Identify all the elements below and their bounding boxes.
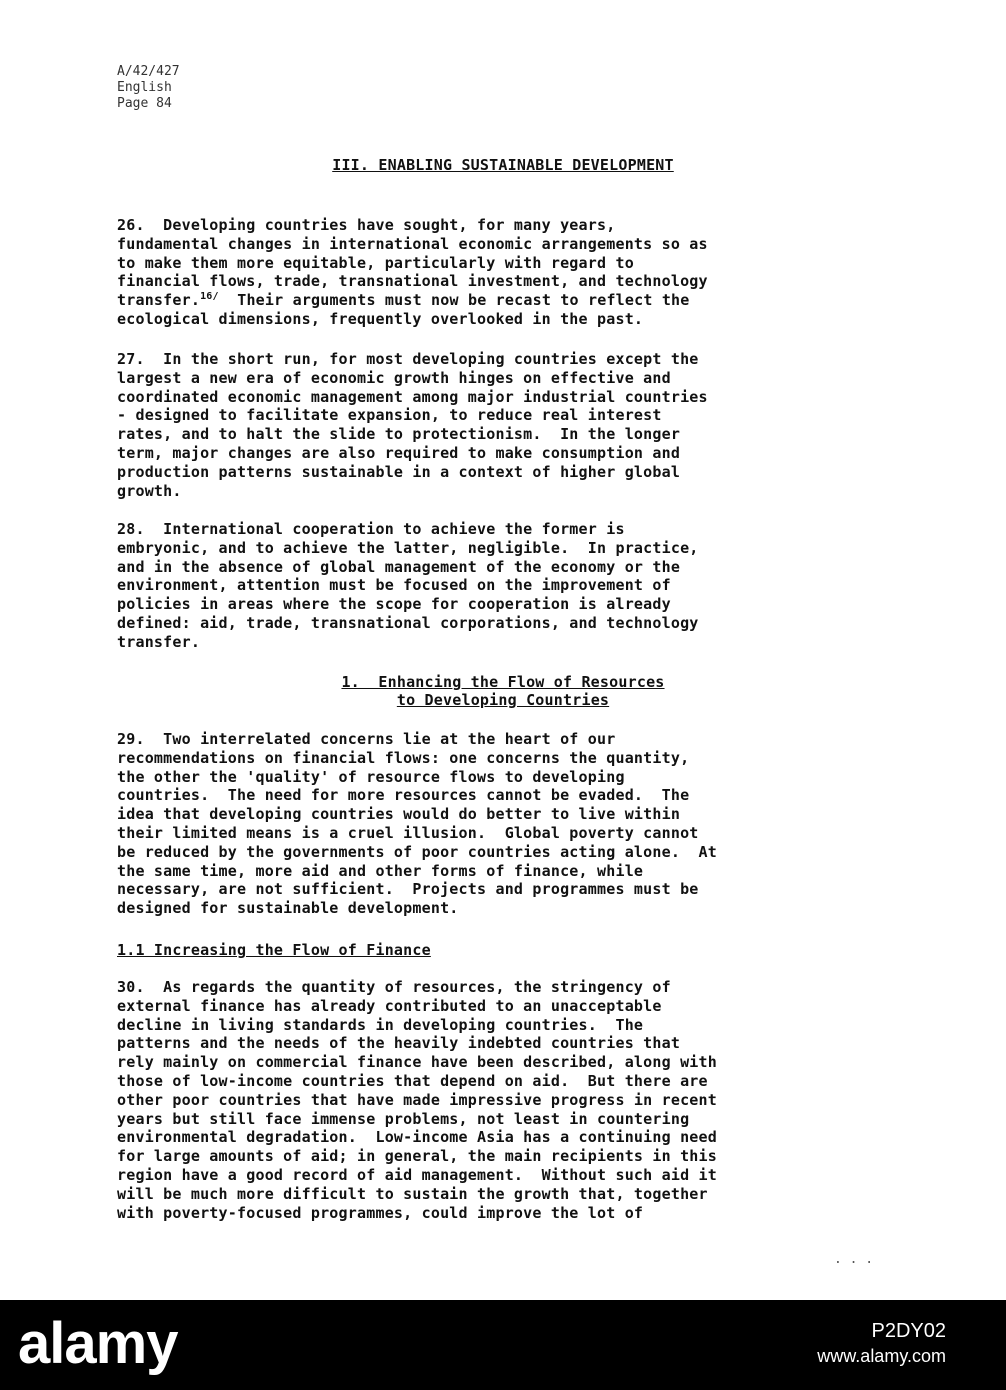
paragraph-26-line: 26. Developing countries have sought, for many years, [117,216,616,234]
paragraph-26-line: ecological dimensions, frequently overlooked in the past. [117,309,644,328]
paragraph-26-line: fundamental changes in international economic arrangements so as [117,234,708,253]
source-url: www.alamy.com [817,1346,946,1366]
document-language: English [117,80,172,95]
subsection-title-line: 1. Enhancing the Flow of Resources [341,673,665,691]
paragraph-28: 28. International cooperation to achieve the former is embryonic, and to achieve the latter, negligible. In practice, and in the absence of global management of the economy or the environment, attention must be focused on the improvement of policies in areas where the scope for cooperation is already defined: aid, trade, transnational corporations, and technology transfer. [117,520,699,651]
subsection-1-1-title: 1.1 Increasing the Flow of Finance [117,941,431,959]
paragraph-26-line: to make them more equitable, particularly with regard to [117,253,634,272]
paragraph-27: 27. In the short run, for most developing countries except the largest a new era of economic growth hinges on effective and coordinated economic management among major industrial countries - designed to facilitate expansion, to reduce real interest rates, and to halt the slide to protectionism. In the longer term, major changes are also required to make consumption and production patterns sustainable in a context of higher global growth. [117,350,708,500]
watermark-banner [0,1300,1006,1390]
section-title: III. ENABLING SUSTAINABLE DEVELOPMENT [332,156,674,174]
paragraph-26-line: transfer. [117,291,201,310]
page-number: Page 84 [117,96,172,111]
image-id: P2DY02 [871,1320,946,1342]
paragraph-29: 29. Two interrelated concerns lie at the heart of our recommendations on financial flows: one concerns the quantity, the other the 'quality' of resource flows to developing countries. The need for more resources cannot be evaded. The idea that developing countries would do better to live within their limited means is a cruel illusion. Global poverty cannot be reduced by the governments of poor countries acting alone. At the same time, more aid and other forms of finance, while necessary, are not sufficient. Projects and programmes must be designed for sustainable development. [117,730,717,918]
alamy-logo: alamy [18,1311,178,1376]
paragraph-26 [117,216,877,329]
document-number: A/42/427 [117,64,180,79]
paragraph-26-line: Their arguments must now be recast to reflect the [218,291,690,310]
subsection-title-line: to Developing Countries [396,691,610,709]
paragraph-30: 30. As regards the quantity of resources, the stringency of external finance has already contributed to an unacceptable decline in living standards in developing countries. The patterns and the needs of the heavily indebted countries that rely mainly on commercial finance have been described, along with those of low-income countries that depend on aid. But there are other poor countries that have made impressive progress in recent years but still face immense problems, not least in countering environmental degradation. Low-income Asia has a continuing need for large amounts of aid; in general, the main recipients in this region have a good record of aid management. Without such aid it will be much more difficult to sustain the growth that, together with poverty-focused programmes, could improve the lot of [117,978,717,1222]
footnote-reference: 16/ [200,291,219,303]
continuation-mark: . . . [834,1252,874,1267]
document-header [117,64,180,112]
paragraph-26-line: financial flows, trade, transnational investment, and technology [117,272,708,291]
